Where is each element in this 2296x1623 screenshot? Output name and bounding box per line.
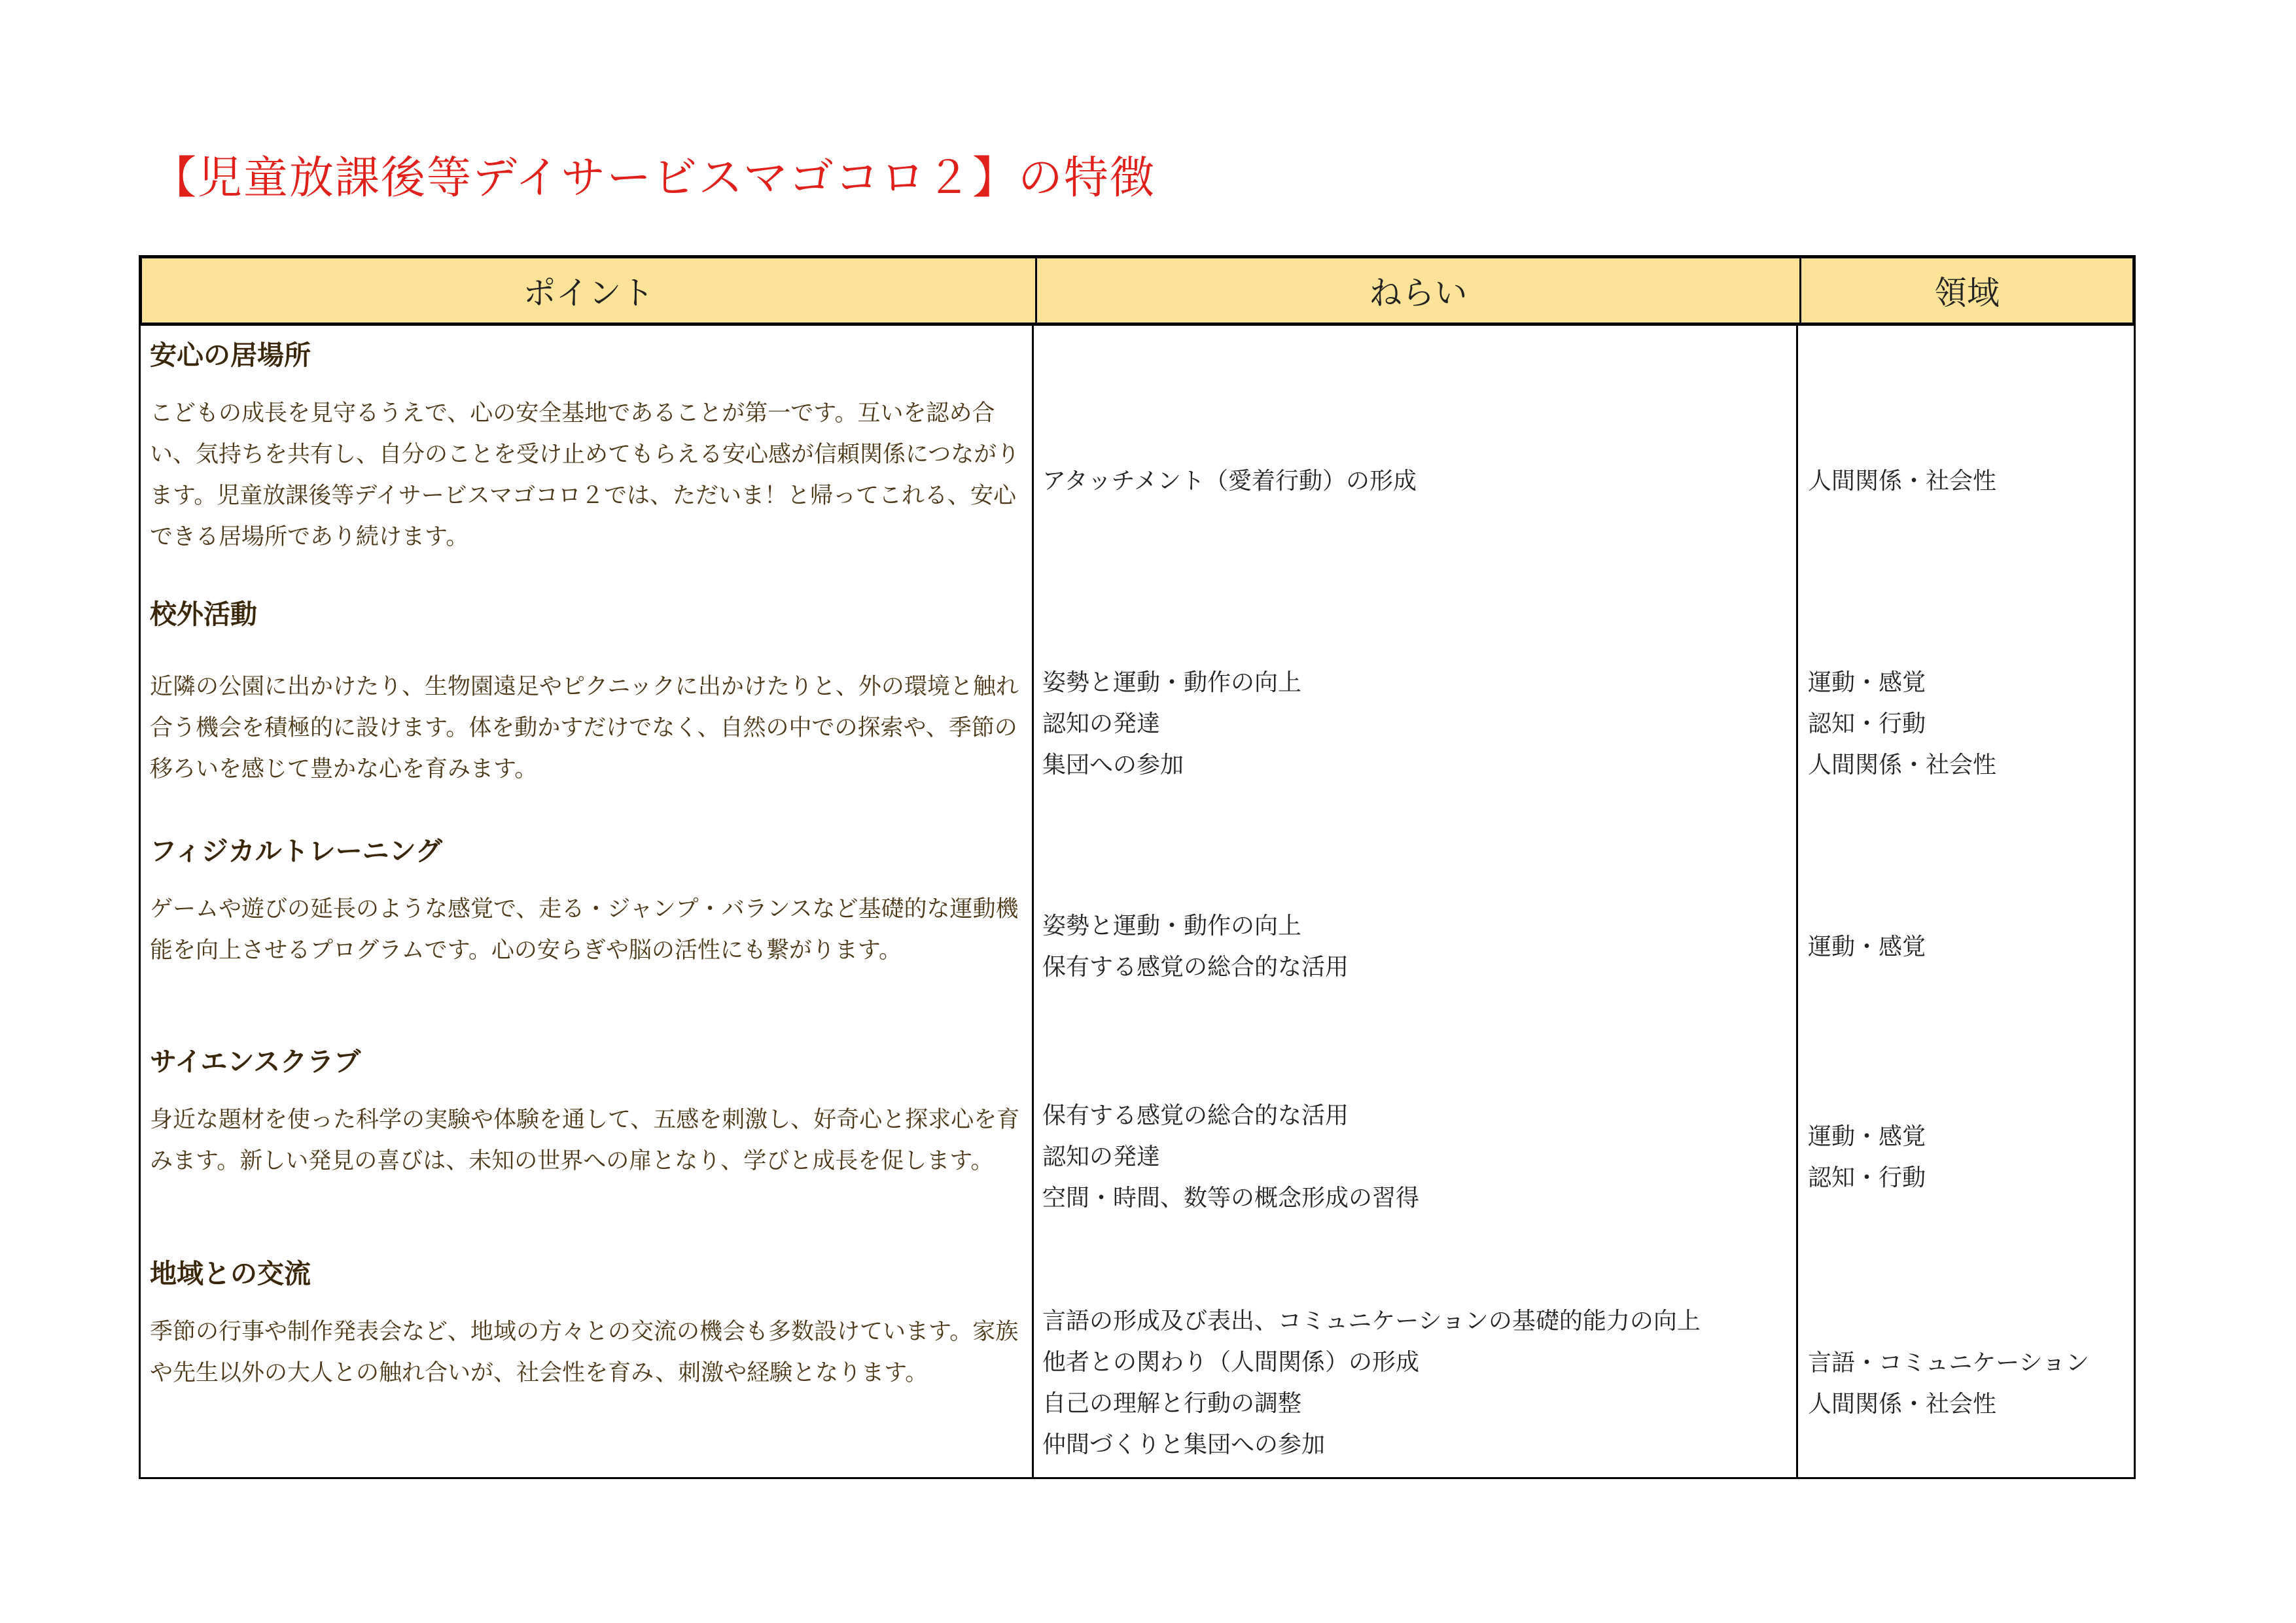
feature-science bbox=[150, 1040, 1027, 1182]
area-item: 認知・行動 bbox=[1808, 1164, 1926, 1191]
aim-item: 姿勢と運動・動作の向上 bbox=[1042, 669, 1302, 696]
aim-item: 認知の発達 bbox=[1042, 710, 1161, 737]
area-cell bbox=[1808, 1342, 2089, 1425]
column-divider bbox=[1796, 326, 1798, 1477]
aim-item: 認知の発達 bbox=[1042, 1143, 1161, 1170]
area-item: 運動・感覚 bbox=[1808, 934, 1926, 960]
area-cell bbox=[1808, 926, 1926, 968]
aim-cell bbox=[1042, 461, 1417, 502]
area-cell bbox=[1808, 1116, 1926, 1198]
feature-description: 身近な題材を使った科学の実験や体験を通して、五感を刺激し、好奇心と探求心を育みます。新しい発見の喜びは、未知の世界への扉となり、学びと成長を促します。 bbox=[150, 1107, 1020, 1174]
aim-item: 保有する感覚の総合的な活用 bbox=[1042, 954, 1349, 981]
feature-description: ゲームや遊びの延長のような感覚で、走る・ジャンプ・バランスなど基礎的な運動機能を向上させるプログラムです。心の安らぎや脳の活性にも繋がります。 bbox=[150, 896, 1019, 964]
aim-item: 言語の形成及び表出、コミュニケーションの基礎的能力の向上 bbox=[1042, 1308, 1701, 1335]
aim-item: 他者との関わり（人間関係）の形成 bbox=[1042, 1349, 1420, 1376]
features-table bbox=[139, 255, 2136, 1479]
aim-cell bbox=[1042, 662, 1301, 786]
feature-chiiki bbox=[150, 1252, 1027, 1394]
area-item: 人間関係・社会性 bbox=[1808, 752, 1997, 778]
aim-item: 集団への参加 bbox=[1042, 752, 1184, 778]
area-item: 人間関係・社会性 bbox=[1808, 1391, 1997, 1418]
feature-kougai bbox=[150, 593, 1027, 790]
table-body bbox=[141, 326, 2134, 1477]
table-header bbox=[139, 255, 2136, 326]
area-item: 言語・コミュニケーション bbox=[1808, 1350, 2089, 1376]
feature-physical bbox=[150, 829, 1027, 971]
aim-item: 姿勢と運動・動作の向上 bbox=[1042, 913, 1302, 939]
feature-description: 近隣の公園に出かけたり、生物園遠足やピクニックに出かけたりと、外の環境と触れ合う機会を積極的に設けます。体を動かすだけでなく、自然の中での探索や、季節の移ろいを感じて豊かな心を育みます。 bbox=[150, 674, 1019, 782]
aim-item: 空間・時間、数等の概念形成の習得 bbox=[1042, 1185, 1420, 1212]
feature-title: 地域との交流 bbox=[150, 1258, 311, 1289]
header-point: ポイント bbox=[142, 258, 1037, 323]
feature-description: 季節の行事や制作発表会など、地域の方々との交流の機会も多数設けています。家族や先生以外の大人との触れ合いが、社会性を育み、刺激や経験となります。 bbox=[150, 1319, 1019, 1386]
header-aim: ねらい bbox=[1037, 258, 1801, 323]
feature-title: 安心の居場所 bbox=[150, 340, 311, 371]
area-item: 人間関係・社会性 bbox=[1808, 468, 1997, 495]
area-item: 認知・行動 bbox=[1808, 710, 1926, 737]
area-item: 運動・感覚 bbox=[1808, 1123, 1926, 1150]
aim-item: 仲間づくりと集団への参加 bbox=[1042, 1431, 1326, 1458]
feature-description: こどもの成長を見守るうえで、心の安全基地であることが第一です。互いを認め合い、気持ちを共有し、自分のことを受け止めてもらえる安心感が信頼関係につながります。児童放課後等デイサービスマゴコロ２では、ただいま！と帰ってこれる、安心できる居場所であり続けます。 bbox=[150, 400, 1020, 550]
feature-title: サイエンスクラブ bbox=[150, 1046, 361, 1077]
column-divider bbox=[1032, 326, 1034, 1477]
area-cell bbox=[1808, 461, 1996, 502]
page-title: 【児童放課後等デイサービスマゴコロ２】の特徴 bbox=[152, 152, 1156, 204]
feature-title: 校外活動 bbox=[150, 599, 257, 630]
aim-cell bbox=[1042, 1095, 1419, 1219]
aim-cell bbox=[1042, 905, 1349, 988]
aim-item: 保有する感覚の総合的な活用 bbox=[1042, 1102, 1349, 1129]
header-area: 領域 bbox=[1934, 274, 2000, 312]
area-item: 運動・感覚 bbox=[1808, 669, 1926, 696]
feature-title: フィジカルトレーニング bbox=[150, 835, 442, 867]
feature-anshin bbox=[150, 334, 1027, 558]
aim-item: アタッチメント（愛着行動）の形成 bbox=[1042, 468, 1417, 495]
area-cell bbox=[1808, 662, 1996, 786]
aim-item: 自己の理解と行動の調整 bbox=[1042, 1390, 1302, 1417]
aim-cell bbox=[1042, 1300, 1701, 1465]
